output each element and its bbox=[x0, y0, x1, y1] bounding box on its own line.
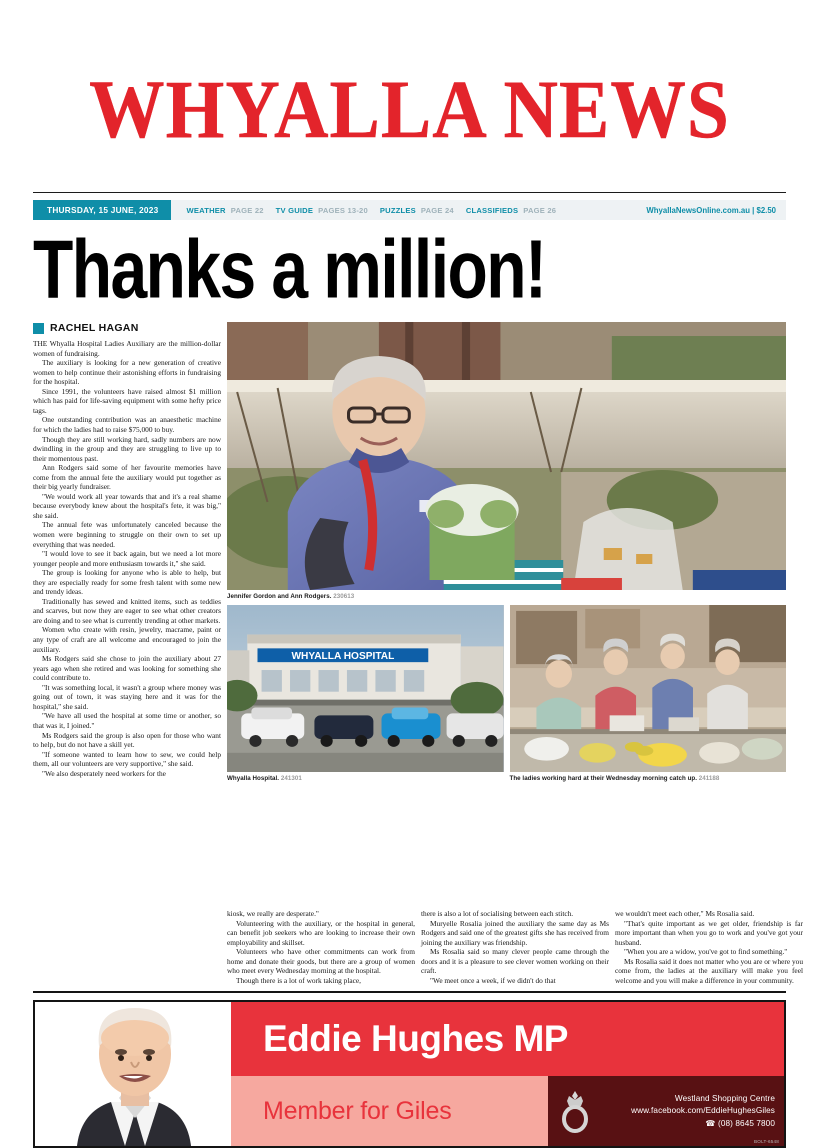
article-column-3 bbox=[421, 909, 609, 985]
ladies-photo-caption bbox=[510, 775, 787, 782]
section-link-puzzles-label[interactable]: PUZZLES bbox=[379, 205, 416, 215]
politician-photo-image bbox=[35, 1002, 231, 1146]
paragraph: Though there is a lot of work taking place, bbox=[236, 975, 362, 985]
article-body-column-2 bbox=[227, 909, 415, 985]
article-column-2 bbox=[227, 909, 415, 985]
paragraph: "We have all used the hospital at some time or another, so that was it, I joined." bbox=[33, 711, 221, 730]
advert-code: BOLT-6548 bbox=[754, 1139, 779, 1145]
paragraph: "It was something local, it wasn't a group where money was going out of town, it was staying here and it was for the hospital," she said. bbox=[33, 682, 221, 711]
byline-marker-icon bbox=[33, 323, 44, 334]
hospital-photo-caption bbox=[227, 775, 504, 782]
paragraph: Ms Rosalia said it does not matter who you are or where you come from, the ladies at the auxiliary will make you feel welcome and you will make a difference in your community. bbox=[615, 956, 803, 985]
svg-text:WHYALLA HOSPITAL: WHYALLA HOSPITAL bbox=[291, 650, 395, 662]
paragraph: Ms Rosalia said so many clever people came through the doors and it is a pleasure to see clever women working on their craft. bbox=[421, 947, 609, 976]
paragraph: The group is looking for anyone who is able to help, but they are especially ready for some fresh talent with some new and trendy ideas. bbox=[33, 568, 221, 597]
section-link-classifieds-page: PAGE 26 bbox=[523, 205, 557, 215]
advert-content bbox=[231, 1002, 784, 1146]
masthead-divider bbox=[33, 192, 786, 193]
article-body-column-3 bbox=[421, 909, 609, 985]
politician-photo bbox=[35, 1002, 231, 1146]
paragraph: there is also a lot of socialising between each stitch. bbox=[421, 909, 574, 919]
advert-phone[interactable]: ☎ (08) 8645 7800 bbox=[705, 1118, 775, 1128]
paragraph: "We also desperately need workers for the bbox=[42, 768, 166, 778]
advert-politician-name: Eddie Hughes MP bbox=[231, 1002, 784, 1076]
paragraph: Volunteers who have other commitments can work from home and donate their goods, but there are a group of women who meet every Wednesday morning at the hospital. bbox=[227, 947, 415, 976]
paragraph: "If someone wanted to learn how to sew, we could help them, all our volunteers are very supportive," she said. bbox=[33, 749, 221, 769]
section-link-weather-page: PAGE 22 bbox=[230, 205, 264, 215]
advert-contact-panel bbox=[548, 1076, 784, 1146]
paragraph: Ms Rodgers said she chose to join the auxiliary about 27 years ago when she retired and was looking for something she could contribute to. bbox=[33, 654, 221, 683]
paragraph: Traditionally has sewed and knitted items, such as teddies and scarves, but now they are eager to see what other creators are doing and to see what is currently trending at other markets. bbox=[33, 596, 221, 625]
paragraph: "We meet once a week, if we didn't do that bbox=[430, 975, 556, 985]
caption-text: Jennifer Gordon and Ann Rodgers. bbox=[227, 592, 332, 600]
paragraph: "We would work all year towards that and it's a real shame because everybody knew about the hospital's fete, it was big," she said. bbox=[33, 491, 221, 520]
lower-column-spacer bbox=[33, 909, 221, 985]
advertisement[interactable] bbox=[33, 1000, 786, 1148]
byline-author: RACHEL HAGAN bbox=[50, 322, 139, 335]
paragraph: "That's quite important as we get older, friendship is far more important than when you go to work and you've got your husband. bbox=[615, 918, 803, 947]
main-photo bbox=[227, 322, 786, 590]
paragraph: Though they are still working hard, sadly numbers are now dwindling in the group and they are struggling to live up to their momentous past. bbox=[33, 434, 221, 463]
secondary-photo-row bbox=[227, 605, 786, 782]
main-content bbox=[33, 322, 786, 902]
main-photo-caption bbox=[227, 593, 786, 600]
caption-credit: 230613 bbox=[333, 592, 355, 600]
lower-columns bbox=[33, 909, 803, 985]
paragraph: we wouldn't meet each other," Ms Rosalia said. bbox=[615, 909, 755, 919]
masthead-title: WHYALLA NEWS bbox=[89, 64, 730, 156]
section-link-tvguide-label[interactable]: TV GUIDE bbox=[275, 205, 314, 215]
paragraph: Ann Rodgers said some of her favourite memories have come from the annual fete the auxiliary would put together as their big yearly fundraiser. bbox=[33, 463, 221, 492]
paragraph: Ms Rodgers said the group is also open for those who want to help, but do not have a skill yet. bbox=[33, 730, 221, 750]
hospital-photo-image bbox=[227, 605, 504, 773]
caption-credit: 241301 bbox=[280, 774, 302, 782]
article-column-1 bbox=[33, 322, 221, 902]
headline: Thanks a million! bbox=[33, 223, 546, 316]
paragraph: The auxiliary is looking for a new generation of creative women to help continue their astonishing efforts in fundraising for the hospital. bbox=[33, 358, 221, 387]
paragraph: Muryelle Rosalia joined the auxiliary the same day as Ms Rodgers and said one of the greatest gifts she has received from joining the auxiliary was friendship. bbox=[421, 918, 609, 947]
paragraph: One outstanding contribution was an anaesthetic machine for which the ladies had to raise $75,000 to buy. bbox=[33, 415, 221, 434]
caption-text: Whyalla Hospital. bbox=[227, 774, 280, 782]
article-body-column-1 bbox=[33, 339, 221, 778]
advert-lower-row bbox=[231, 1076, 784, 1146]
paragraph: Women who create with resin, jewelry, macrame, paint or any type of craft are all welcome and encouraged to join the auxiliary. bbox=[33, 625, 221, 654]
ladies-photo-image bbox=[510, 605, 787, 773]
article-bottom-divider bbox=[33, 991, 786, 993]
issue-date: THURSDAY, 15 JUNE, 2023 bbox=[33, 200, 171, 220]
advert-address: Westland Shopping Centre bbox=[674, 1093, 775, 1103]
main-photo-block bbox=[227, 322, 786, 600]
website-price[interactable]: WhyallaNewsOnline.com.au | $2.50 bbox=[646, 205, 776, 215]
advert-role: Member for Giles bbox=[231, 1076, 548, 1146]
paragraph: "When you are a widow, you've got to find something." bbox=[624, 947, 788, 957]
article-column-4 bbox=[615, 909, 803, 985]
hospital-photo-block bbox=[227, 605, 504, 782]
advert-contact-lines bbox=[599, 1093, 775, 1131]
section-link-classifieds-label[interactable]: CLASSIFIEDS bbox=[465, 205, 519, 215]
ladies-photo-block bbox=[510, 605, 787, 782]
section-link-weather-label[interactable]: WEATHER bbox=[186, 205, 226, 215]
crown-crest-icon bbox=[560, 1089, 590, 1133]
paragraph: Since 1991, the volunteers have raised almost $1 million which has paid for life-saving equipment with some hefty price tags. bbox=[33, 386, 221, 415]
info-bar bbox=[33, 200, 786, 220]
paragraph: The annual fete was unfortunately canceled because the women were beginning to struggle on their own to set up everything that was needed. bbox=[33, 520, 221, 549]
paragraph: kiosk, we really are desperate." bbox=[227, 909, 319, 919]
ladies-photo bbox=[510, 605, 787, 773]
photo-group bbox=[227, 322, 786, 902]
paragraph: "I would love to see it back again, but we need a lot more younger people and more enthusiasm towards it," she said. bbox=[33, 549, 221, 568]
hospital-photo bbox=[227, 605, 504, 773]
section-links bbox=[171, 200, 564, 220]
section-link-tvguide-page: PAGES 13-20 bbox=[318, 205, 368, 215]
section-link-puzzles-page: PAGE 24 bbox=[420, 205, 454, 215]
masthead bbox=[33, 0, 786, 156]
paragraph: THE Whyalla Hospital Ladies Auxiliary are the million-dollar women of fundraising. bbox=[33, 339, 221, 358]
paragraph: Volunteering with the auxiliary, or the hospital in general, can benefit job seekers who are looking to increase their own employability and skillset. bbox=[227, 918, 415, 947]
advert-facebook-url[interactable]: www.facebook.com/EddieHughesGiles bbox=[631, 1106, 775, 1116]
caption-credit: 241188 bbox=[698, 774, 720, 782]
main-photo-image bbox=[227, 322, 786, 590]
byline bbox=[33, 322, 221, 334]
caption-text: The ladies working hard at their Wednesday morning catch up. bbox=[509, 774, 698, 782]
article-body-column-4 bbox=[615, 909, 803, 985]
